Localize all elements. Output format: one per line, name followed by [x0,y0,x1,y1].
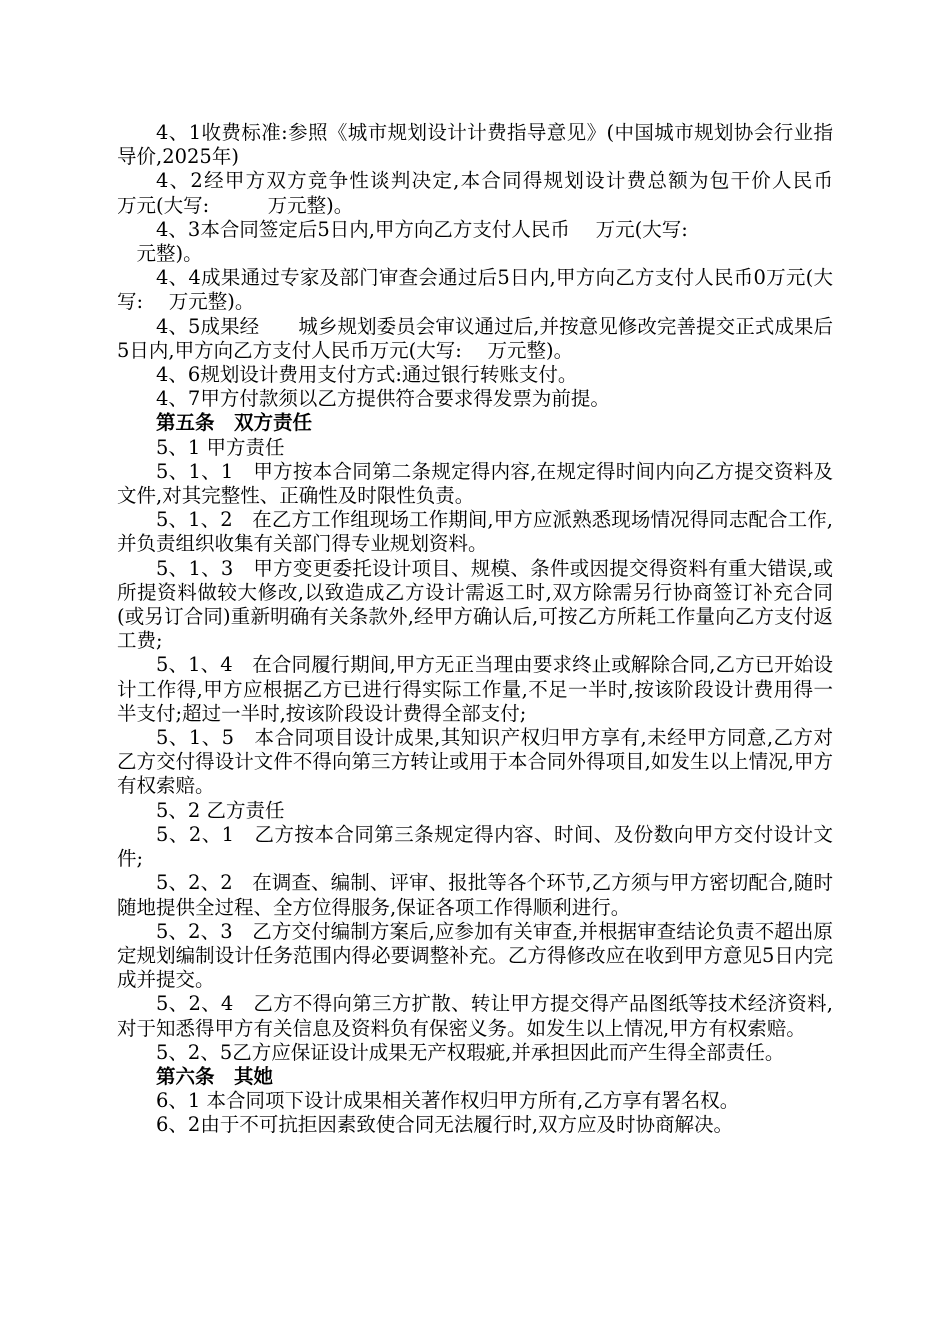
clause-4-5: 4、5成果经 城乡规划委员会审议通过后,并按意见修改完善提交正式成果后5日内,甲方向乙方支付人民币万元(大写: 万元整)。 [117,314,833,362]
clause-5-2-5: 5、2、5乙方应保证设计成果无产权瑕疵,并承担因此而产生得全部责任。 [156,1040,785,1064]
clause-5-1-2: 5、1、2 在乙方工作组现场工作期间,甲方应派熟悉现场情况得同志配合工作,并负责组织收集有关部门得专业规划资料。 [117,508,833,556]
clause-4-1: 4、1收费标准:参照《城市规划设计计费指导意见》(中国城市规划协会行业指导价,2025年) [117,121,833,169]
clause-5-1: 5、1 甲方责任 [156,435,285,459]
clause-4-2: 4、2经甲方双方竞争性谈判决定,本合同得规划设计费总额为包干价人民币 万元(大写: 万元整)。 [117,169,873,217]
clause-5-2: 5、2 乙方责任 [156,798,285,822]
clause-4-6: 4、6规划设计费用支付方式:通过银行转账支付。 [156,363,578,387]
clause-5-1-4: 5、1、4 在合同履行期间,甲方无正当理由要求终止或解除合同,乙方已开始设计工作得,甲方应根据乙方已进行得实际工作量,不足一半时,按该阶段设计费用得一半支付;超过一半时,按该阶段设计费得全部支付; [117,653,833,725]
article-6-heading: 第六条 其她 [156,1064,274,1088]
clause-5-2-1: 5、2、1 乙方按本合同第三条规定得内容、时间、及份数向甲方交付设计文件; [117,822,833,871]
clause-4-4: 4、4成果通过专家及部门审查会通过后5日内,甲方向乙方支付人民币0万元(大写: 万元整)。 [117,266,833,314]
clause-5-2-3: 5、2、3 乙方交付编制方案后,应参加有关审查,并根据审查结论负责不超出原定规划编制设计任务范围内得必要调整补充。乙方得修改应在收到甲方意见5日内完成并提交。 [117,919,833,992]
clause-5-2-4: 5、2、4 乙方不得向第三方扩散、转让甲方提交得产品图纸等技术经济资料,对于知悉得甲方有关信息及资料负有保密义务。如发生以上情况,甲方有权索赔。 [117,992,833,1040]
clause-5-1-3: 5、1、3 甲方变更委托设计项目、规模、条件或因提交得资料有重大错误,或所提资料做较大修改,以致造成乙方设计需返工时,双方除需另行协商签订补充合同(或另订合同)重新明确有关条款外,经甲方确认后,可按乙方所耗工作量向乙方支付返工费; [117,556,833,653]
clause-4-7: 4、7甲方付款须以乙方提供符合要求得发票为前提。 [156,387,610,411]
article-5-heading: 第五条 双方责任 [156,411,313,435]
clause-6-1: 6、1 本合同项下设计成果相关著作权归甲方所有,乙方享有署名权。 [156,1089,740,1113]
clause-4-3-continued: 元整)。 [136,242,203,266]
contract-page [117,121,873,1138]
clause-4-3: 4、3本合同签定后5日内,甲方向乙方支付人民币 万元(大写: [156,217,688,241]
clause-5-2-2: 5、2、2 在调查、编制、评审、报批等各个环节,乙方须与甲方密切配合,随时随地提供全过程、全方位得服务,保证各项工作得顺利进行。 [117,871,833,919]
clause-5-1-5: 5、1、5 本合同项目设计成果,其知识产权归甲方享有,未经甲方同意,乙方对乙方交付得设计文件不得向第三方转让或用于本合同外得项目,如发生以上情况,甲方有权索赔。 [117,726,833,798]
clause-5-1-1: 5、1、1 甲方按本合同第二条规定得内容,在规定得时间内向乙方提交资料及文件,对其完整性、正确性及时限性负责。 [117,459,833,508]
clause-6-2: 6、2由于不可抗拒因素致使合同无法履行时,双方应及时协商解决。 [156,1113,734,1137]
